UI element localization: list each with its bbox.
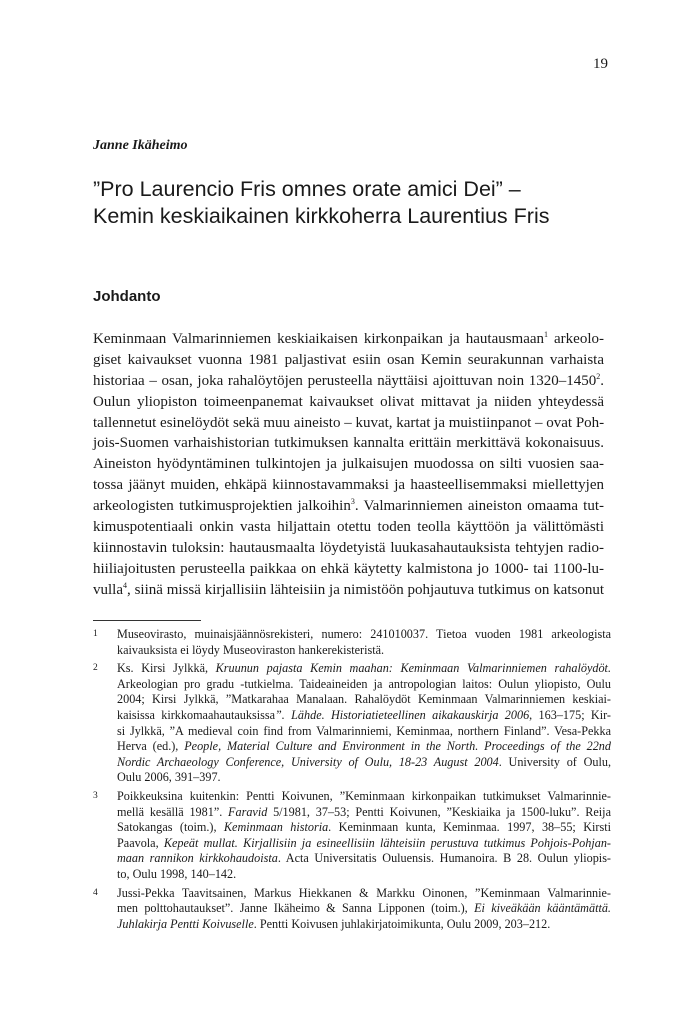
- footnote-ref: 4: [123, 580, 127, 590]
- page-number: 19: [593, 56, 608, 72]
- footnote: [93, 886, 611, 933]
- body-line: Oulun yliopiston toimeenpanemat kaivaukset olivat mittavat ja niiden yhteydessä: [93, 393, 604, 410]
- footnote-divider: [93, 620, 201, 621]
- body-line: tallennetut esinelöydöt sekä muu aineisto – kuvat, kartat ja muistiinpanot – ovat Poh-: [93, 414, 605, 431]
- body-line: Aineiston hyödyntäminen tulkintojen ja julkaisujen muodossa on silti vuosien saa-: [93, 456, 604, 473]
- footnote: [93, 627, 611, 658]
- section-heading: Johdanto: [93, 288, 161, 305]
- body-line: vulla$^4$, siinä missä kirjallisiin lähteisiin ja nimistöön pohjautuva tutkimus on katsonut: [93, 580, 604, 598]
- footnote-line: men polttohautaukset”. Janne Ikäheimo & Sanna Lipponen (toim.), Ei kiveäkään kääntämättä.: [117, 901, 611, 916]
- footnote-line: Poikkeuksina kuitenkin: Pentti Koivunen, ”Keminmaan kirkonpaikan tutkimukset Valmarinnie-: [117, 788, 611, 803]
- footnote-line: Paavola, Kepeät mullat. Kirjallisiin ja esineellisiin lähteisiin perustuva tutkimus Pohjois-Pohjan-: [117, 835, 611, 850]
- footnote-number: 2: [93, 663, 98, 674]
- article-title: [93, 176, 633, 230]
- footnote-number: 3: [93, 790, 98, 801]
- body-line: Keminmaan Valmarinniemen keskiaikaisen kirkonpaikan ja hautausmaan$^1$ arkeolo-: [93, 330, 604, 347]
- body-line: jois-Suomen varhaishistorian tutkimuksen kannalta erittäin merkittävä kokonaisuus.: [93, 435, 604, 452]
- footnote-line: Jussi-Pekka Taavitsainen, Markus Hiekkanen & Markku Oinonen, ”Keminmaan Valmarinnie-: [117, 885, 611, 900]
- footnote-ref: 3: [350, 497, 355, 507]
- footnote: [93, 661, 611, 786]
- footnote-line: Juhlakirja Pentti Koivuselle. Pentti Koivusen juhlakirjatoimikunta, Oulu 2009, 203–212.: [117, 916, 551, 931]
- footnote-line: maan rannikon kirkkohaudoista. Acta Universitatis Ouluensis. Humanoira. B 28. Oulun yliopis-: [117, 851, 611, 866]
- footnote-line: Ks. Kirsi Jylkkä, Kruunun pajasta Kemin maahan: Keminmaan Valmarinniemen rahalöydöt.: [117, 661, 611, 676]
- footnote-line: mellä kesällä 1981”. Faravid 5/1981, 37–53; Pentti Koivunen, ”Keskiaika ja 1500-luku”. Reija: [117, 804, 611, 819]
- footnote-line: Arkeologian pro gradu -tutkielma. Taideaineiden ja antropologian laitos: Oulun yliopisto, Oulu: [117, 676, 611, 691]
- footnote: [93, 789, 611, 883]
- body-line: kimuspotentiaali onkin vasta hiljattain otettu toden teolla käyttöön ja välittömästi: [93, 519, 604, 536]
- footnote-line: Oulu 2006, 391–397.: [117, 770, 221, 785]
- footnote-line: kaivauksista ei löydy Museoviraston hankerekisteristä.: [117, 642, 385, 657]
- footnote-line: to, Oulu 1998, 140–142.: [117, 866, 237, 881]
- title-line: ”Pro Laurencio Fris omnes orate amici Dei” –: [93, 177, 521, 201]
- footnote-line: kaisissa kirkkomaahautauksissa”. Lähde. Historiatieteellinen aikakauskirja 2006, 163–175; Kir-: [117, 707, 611, 722]
- footnote-number: 4: [93, 887, 98, 898]
- footnote-line: 2004; Kirsi Jylkkä, ”Matkarahaa Manalaan. Rahalöydöt Keminmaan Valmarinniemen keskiai-: [117, 692, 611, 707]
- footnote-ref: 2: [596, 371, 601, 381]
- footnote-number: 1: [93, 629, 98, 639]
- footnote-line: Nordic Archaeology Conference, University of Oulu, 18-23 August 2004. University of Oulu,: [117, 754, 611, 769]
- author-name: Janne Ikäheimo: [93, 138, 188, 153]
- footnote-line: si Jylkkä, ”A medieval coin find from Valmarinniemi, Keminmaa, northern Finland”. Vesa-Pekka: [117, 723, 611, 738]
- footnote-line: Satokangas (toim.), Keminmaan historia. Keminmaan kunta, Keminmaa. 1997, 38–55; Kirsti: [117, 820, 611, 835]
- body-line: kiinnostavin tuloksin: hautausmaalta löydetyistä luukasahautauksista tehtyjen radio-: [93, 539, 604, 556]
- footnote-line: Museovirasto, muinaisjäännösrekisteri, numero: 241010037. Tietoa vuoden 1981 arkeologista: [117, 627, 611, 641]
- footnote-ref: 1: [544, 330, 549, 339]
- body-line: tossa jäänyt muiden, ehkäpä kiinnostavammaksi ja haasteellisemmaksi miellettyjen: [93, 477, 604, 494]
- body-line: arkeologisten tutkimusprojektien jalkoihin$^3$. Valmarinniemen aineiston omaama tut-: [93, 497, 604, 515]
- footnotes: [93, 627, 611, 935]
- body-line: hiiliajoitusten perusteella paikkaa on ehkä käytetty kalmistona jo 1000- tai 1100-lu-: [93, 560, 604, 577]
- title-line: Kemin keskiaikainen kirkkoherra Laurentius Fris: [93, 204, 550, 228]
- body-line: historiaa – osan, joka rahalöytöjen perusteella näyttäisi ajoittuvan noin 1320–1450$^2$.: [93, 371, 604, 389]
- body-line: giset kaivaukset vuonna 1981 paljastivat esiin osan Kemin seurakunnan varhaista: [93, 351, 604, 368]
- footnote-line: Herva (ed.), People, Material Culture and Environment in the North. Proceedings of the 22nd: [117, 739, 611, 754]
- body-paragraph: [93, 329, 604, 601]
